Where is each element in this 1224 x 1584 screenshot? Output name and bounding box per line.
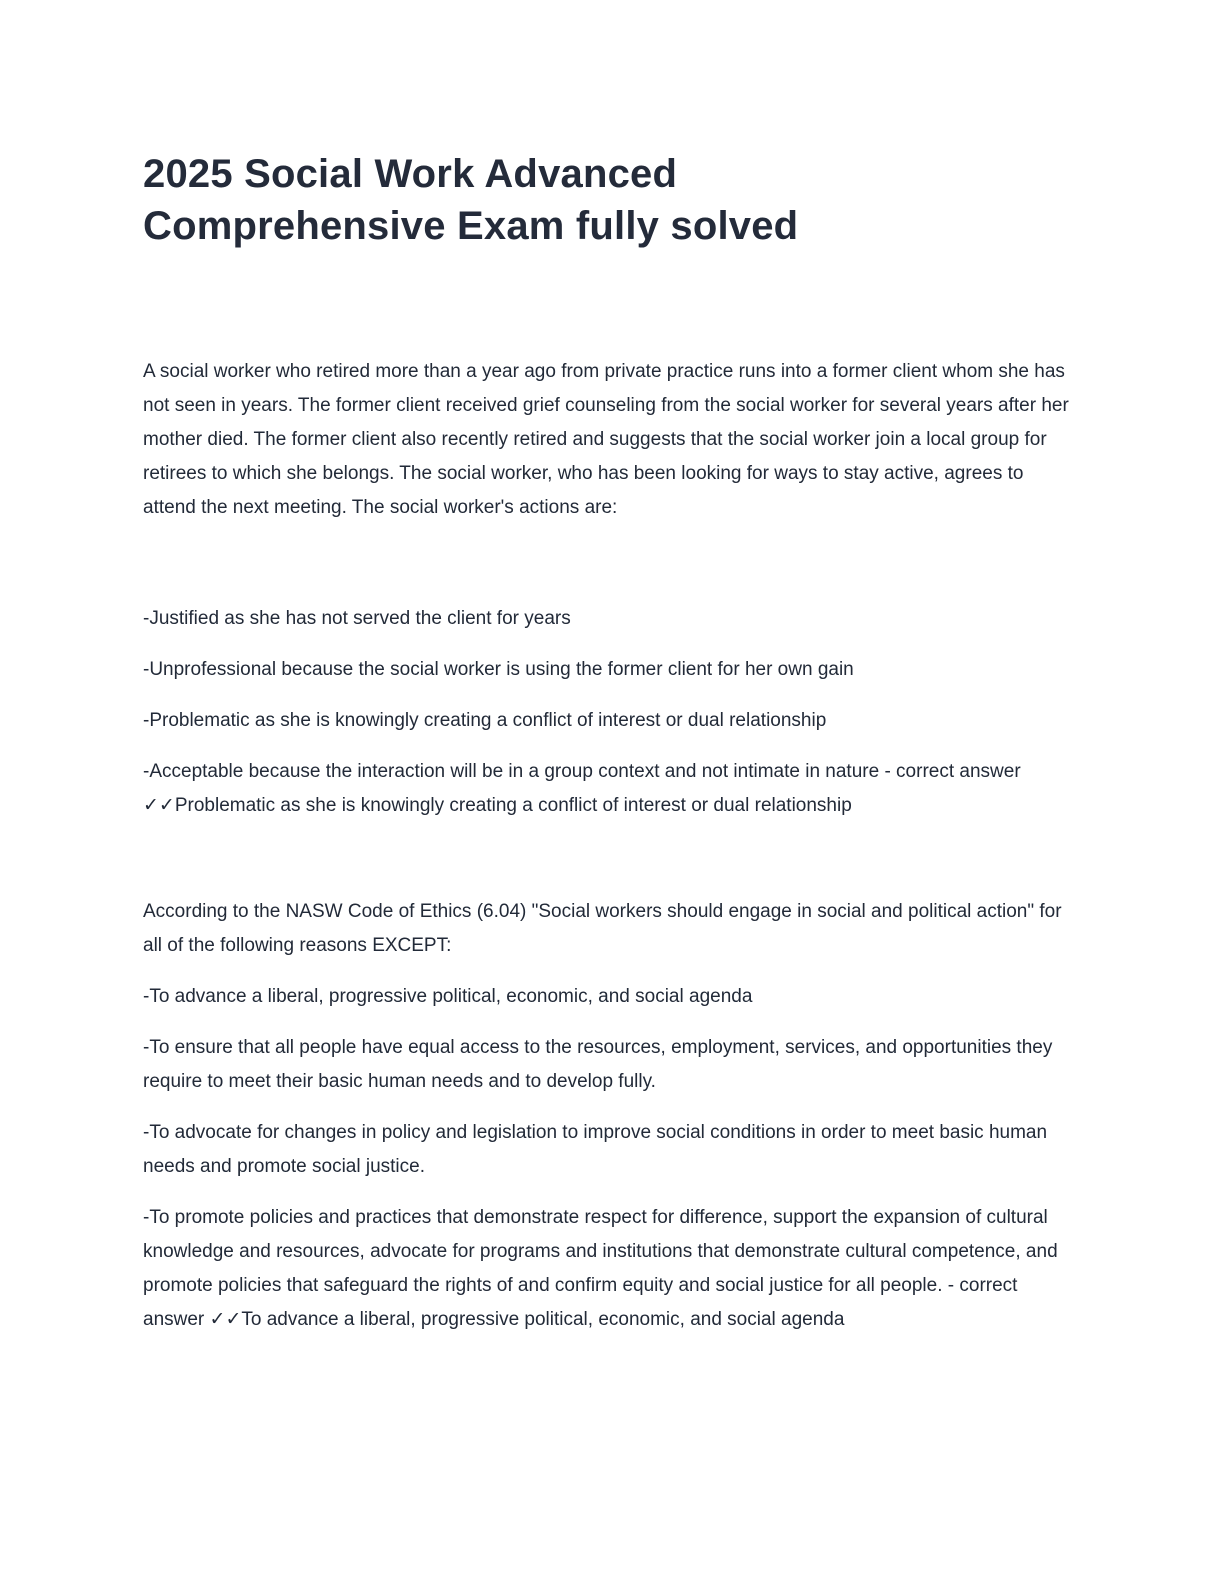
question-prompt: A social worker who retired more than a year ago from private practice runs into a former client whom she has not seen in years. The former client received grief counseling from the social worker for several years after her mother died. The former client also recently retired and suggests that the social worker join a local group for retirees to which she belongs. The social worker, who has been looking for ways to stay active, agrees to attend the next meeting. The social worker's actions are: [143,361,1069,518]
answer-option: -Problematic as she is knowingly creating a conflict of interest or dual relationship [143,710,827,731]
answer-option-correct: -Acceptable because the interaction will be in a group context and not intimate in nature - correct answer ✓✓Problematic as she is knowingly creating a conflict of interest or dual relationship [143,761,1021,816]
question-prompt: According to the NASW Code of Ethics (6.04) "Social workers should engage in social and political action" for all of the following reasons EXCEPT: [143,901,1062,956]
answer-option: -Unprofessional because the social worker is using the former client for her own gain [143,659,854,680]
answer-option: -Justified as she has not served the client for years [143,608,571,629]
question-block-2 [143,895,1080,1337]
answer-option: -To ensure that all people have equal access to the resources, employment, services, and opportunities they require to meet their basic human needs and to develop fully. [143,1037,1053,1092]
page-title: 2025 Social Work Advanced Comprehensive Exam fully solved [143,152,799,248]
question-block-1 [143,355,1080,823]
answer-option: -To advocate for changes in policy and legislation to improve social conditions in order to meet basic human needs and promote social justice. [143,1122,1048,1177]
answer-option: -To advance a liberal, progressive political, economic, and social agenda [143,986,753,1007]
answer-option-correct: -To promote policies and practices that demonstrate respect for difference, support the expansion of cultural knowledge and resources, advocate for programs and institutions that demonstrate cultural competence, and promote policies that safeguard the rights of and confirm equity and social justice for all people. - correct answer ✓✓To advance a liberal, progressive political, economic, and social agenda [143,1207,1058,1330]
